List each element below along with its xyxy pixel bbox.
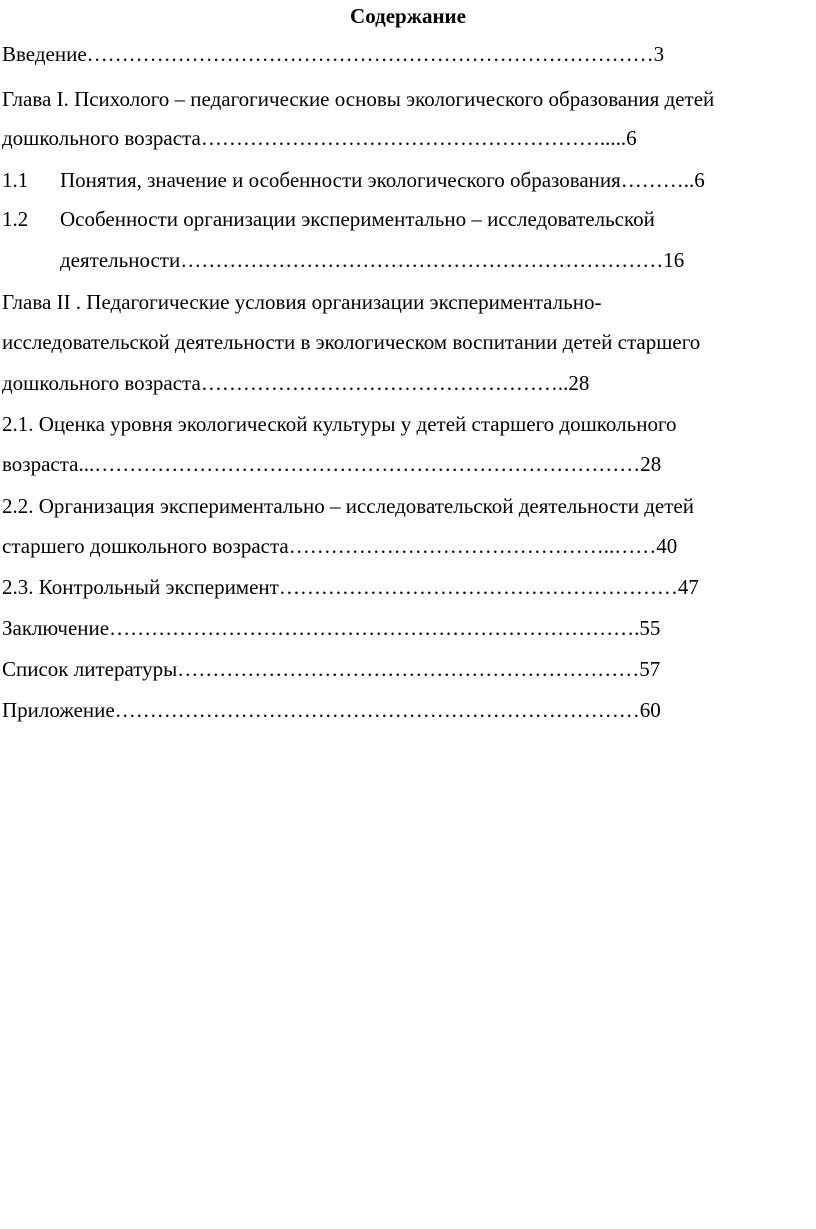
toc-entry-chapter-2-cont: исследовательской деятельности в экологическом воспитании детей старшего bbox=[2, 330, 701, 354]
toc-entry-chapter-1-cont: дошкольного возраста………………………………………………….....6 bbox=[2, 126, 637, 150]
toc-entry-chapter-2: Глава II . Педагогические условия организации экспериментально- bbox=[2, 290, 602, 314]
page-title: Содержание bbox=[350, 4, 466, 28]
toc-entry-section-2-2: 2.2. Организация экспериментально – исследовательской деятельности детей bbox=[2, 494, 694, 518]
toc-entry-conclusion: Заключение………………………………………………………………….55 bbox=[2, 616, 661, 640]
toc-section-number: 1.2 bbox=[2, 207, 29, 231]
toc-entry-appendix: Приложение…………………………………………………………………60 bbox=[2, 698, 661, 722]
toc-entry-bibliography: Список литературы…………………………………………………………57 bbox=[2, 657, 661, 681]
toc-section-number: 1.1 bbox=[2, 168, 29, 192]
toc-entry-section-1-2: Особенности организации экспериментально – исследовательской bbox=[60, 207, 655, 231]
toc-entry-section-1-1: Понятия, значение и особенности экологического образования………..6 bbox=[60, 168, 705, 192]
toc-entry-section-2-1-cont: возраста...……………………………………………………………………28 bbox=[2, 452, 662, 476]
toc-entry-chapter-2-cont: дошкольного возраста……………………………………………..28 bbox=[2, 371, 590, 395]
toc-entry-section-2-3: 2.3. Контрольный эксперимент…………………………………………………47 bbox=[2, 575, 699, 599]
toc-entry-section-2-2-cont: старшего дошкольного возраста………………………………………..……40 bbox=[2, 534, 678, 558]
toc-entry-introduction: Введение………………………………………………………………………3 bbox=[2, 42, 665, 66]
toc-entry-chapter-1: Глава I. Психолого – педагогические основы экологического образования детей bbox=[2, 87, 715, 111]
toc-entry-section-1-2-cont: деятельности……………………………………………………………16 bbox=[60, 248, 685, 272]
toc-entry-section-2-1: 2.1. Оценка уровня экологической культуры у детей старшего дошкольного bbox=[2, 412, 677, 436]
